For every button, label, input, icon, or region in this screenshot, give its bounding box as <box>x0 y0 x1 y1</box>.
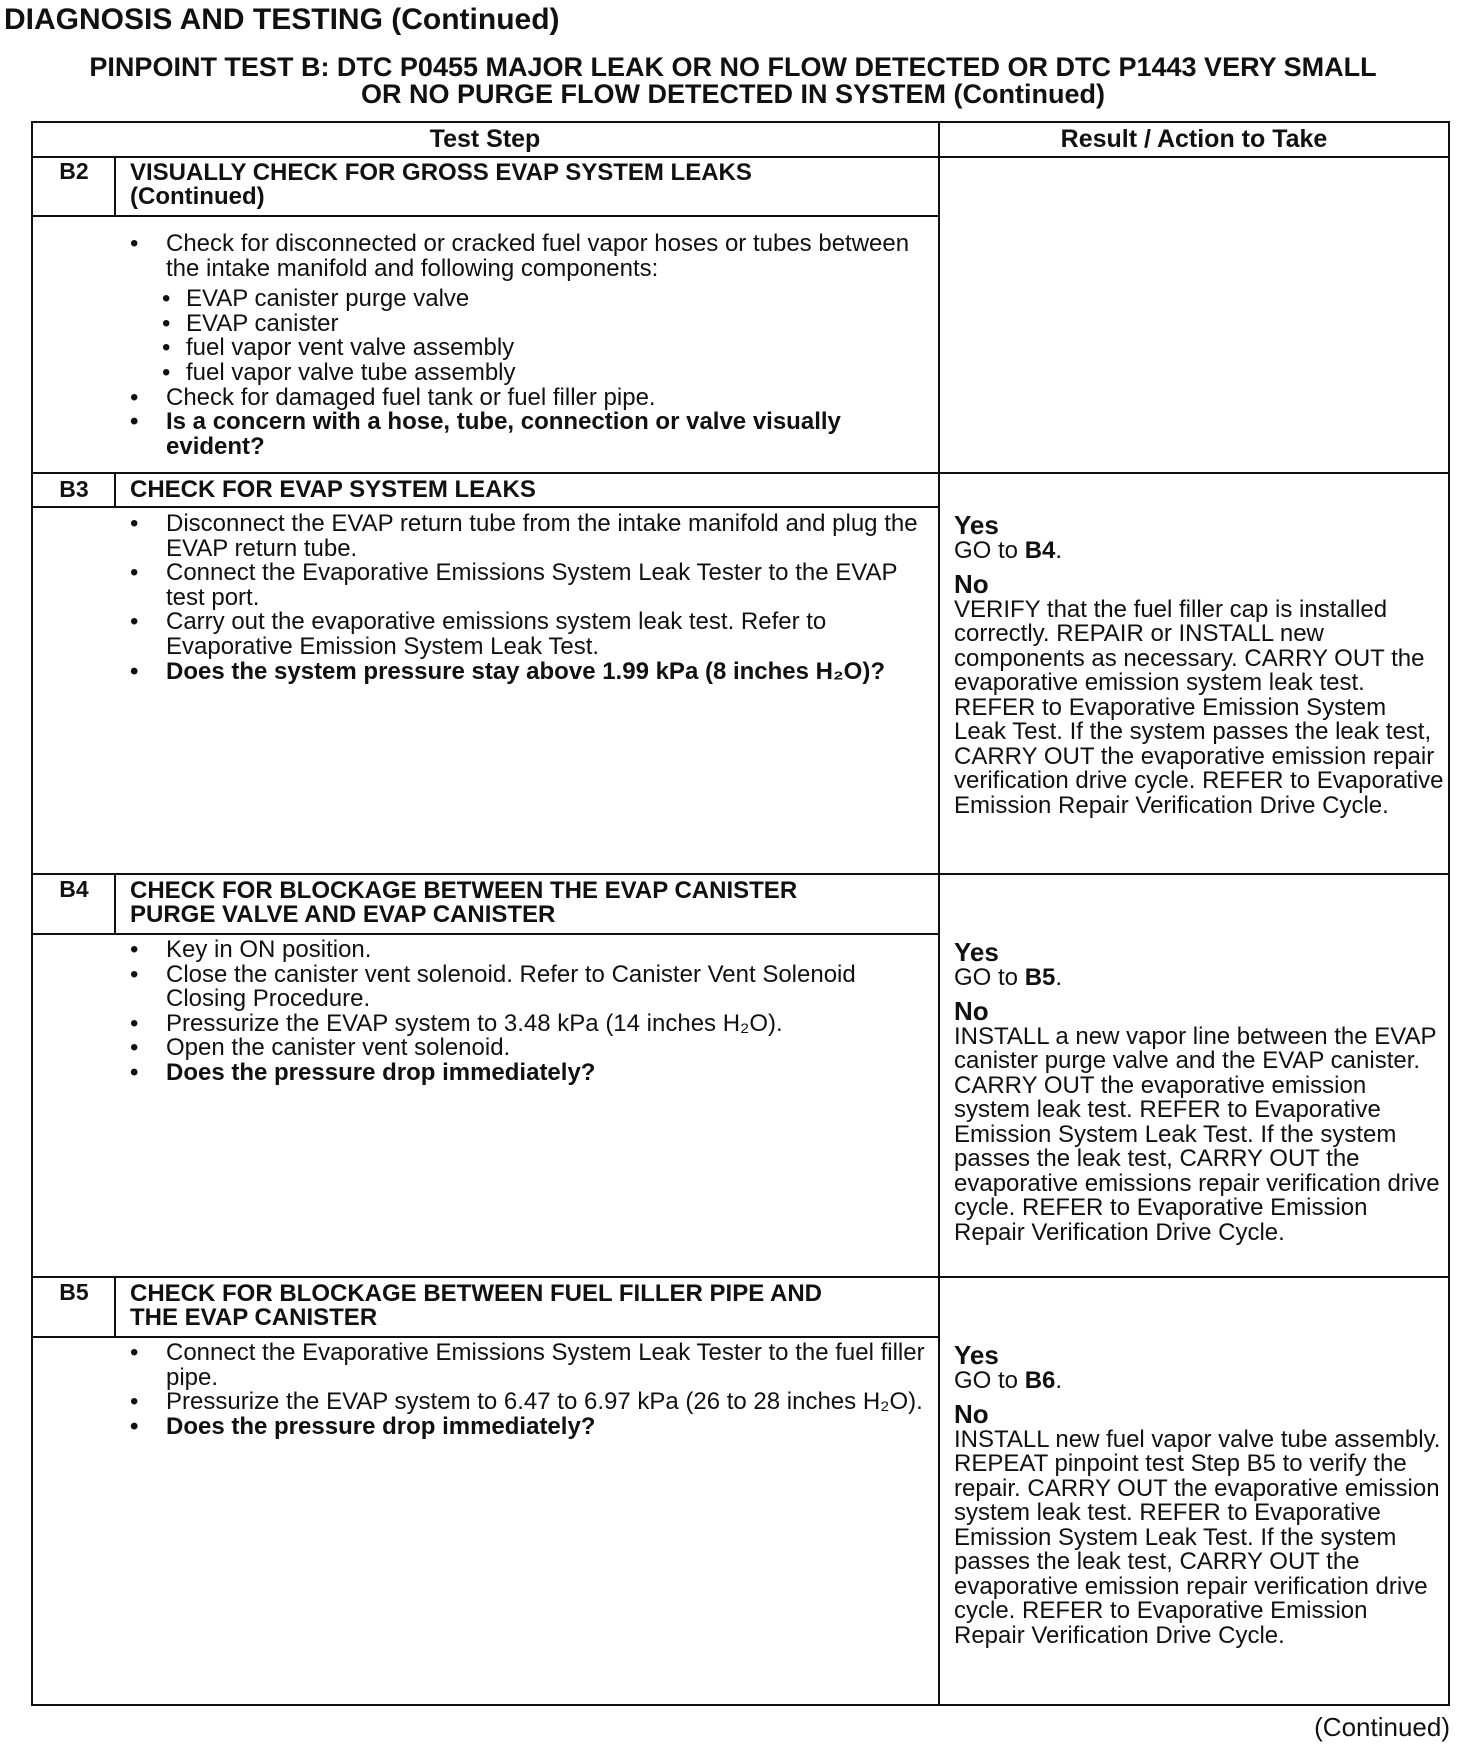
b4-title-rule <box>31 933 939 935</box>
step-b3-result <box>954 511 1444 818</box>
list-item: • Close the canister vent solenoid. Refer to Canister Vent Solenoid Closing Procedure. <box>128 963 936 1012</box>
step-id-b2: B2 <box>59 158 89 184</box>
no-action: VERIFY that the fuel filler cap is installed correctly. REPAIR or INSTALL new components as necessary. CARRY OUT the evaporative emission system leak test. REFER to Evaporative Emission System Leak Test. If the system passes the leak test, CARRY OUT the evaporative emission repair verification drive cycle. REFER to Evaporative Emission Repair Verification Drive Cycle. <box>954 595 1444 819</box>
yes-action: GO to B5. <box>954 964 1063 991</box>
step-b3-instructions <box>128 512 936 684</box>
column-header-result: Result / Action to Take <box>1060 125 1328 153</box>
step-b4-instructions <box>128 938 936 1086</box>
list-item: • Is a concern with a hose, tube, connection or valve visually evident? <box>128 410 936 459</box>
step-b2-instructions <box>128 232 936 459</box>
no-label: No <box>954 1398 989 1429</box>
step-title-b3: CHECK FOR EVAP SYSTEM LEAKS <box>130 476 536 503</box>
step-b4-result <box>954 938 1444 1245</box>
list-item: • Disconnect the EVAP return tube from the intake manifold and plug the EVAP return tube. <box>128 512 936 561</box>
b5-title-rule <box>31 1336 939 1338</box>
no-action: INSTALL a new vapor line between the EVAP canister purge valve and the EVAP canister. CARRY OUT the evaporative emission system leak test. REFER to Evaporative Emission System Leak Test. If the system passes the leak test, CARRY OUT the evaporative emissions repair verification drive cycle. REFER to Evaporative Emission Repair Verification Drive Cycle. <box>954 1022 1440 1246</box>
test-title-line-2: OR NO PURGE FLOW DETECTED IN SYSTEM (Continued) <box>361 79 1105 109</box>
column-divider <box>938 121 940 1706</box>
no-action: INSTALL new fuel vapor valve tube assembly. REPEAT pinpoint test Step B5 to verify the repair. CARRY OUT the evaporative emission system leak test. REFER to Evaporative Emission System Leak Test. If the system passes the leak test, CARRY OUT the evaporative emission repair verification drive cycle. REFER to Evaporative Emission Repair Verification Drive Cycle. <box>954 1425 1441 1649</box>
test-title-line-1: PINPOINT TEST B: DTC P0455 MAJOR LEAK OR NO FLOW DETECTED OR DTC P1443 VERY SMALL <box>89 52 1377 82</box>
step-id-b3: B3 <box>59 476 89 502</box>
b2-title-rule <box>31 215 939 217</box>
no-label: No <box>954 995 989 1026</box>
no-label: No <box>954 568 989 599</box>
b5-row-rule <box>31 1276 1450 1278</box>
step-b5-instructions <box>128 1341 936 1439</box>
yes-label: Yes <box>954 510 999 540</box>
list-item: • Pressurize the EVAP system to 3.48 kPa (14 inches H₂O). <box>128 1012 936 1037</box>
step-title-b5: CHECK FOR BLOCKAGE BETWEEN FUEL FILLER PIPE AND THE EVAP CANISTER <box>130 1280 823 1331</box>
column-header-test-step: Test Step <box>429 125 541 153</box>
list-item: • EVAP canister purge valve <box>128 287 936 312</box>
list-item: • fuel vapor valve tube assembly <box>128 361 936 386</box>
step-id-b5: B5 <box>59 1279 89 1305</box>
step-title-b4: CHECK FOR BLOCKAGE BETWEEN THE EVAP CANISTER PURGE VALVE AND EVAP CANISTER <box>130 877 798 928</box>
list-item: • EVAP canister <box>128 312 936 337</box>
list-item: • fuel vapor vent valve assembly <box>128 336 936 361</box>
list-item: • Does the pressure drop immediately? <box>128 1415 936 1440</box>
step-b5-result <box>954 1341 1444 1648</box>
list-item: • Does the system pressure stay above 1.99 kPa (8 inches H₂O)? <box>128 660 936 685</box>
list-item: • Connect the Evaporative Emissions System Leak Tester to the fuel filler pipe. <box>128 1341 936 1390</box>
yes-action: GO to B4. <box>954 537 1063 564</box>
list-item: • Check for disconnected or cracked fuel vapor hoses or tubes between the intake manifold and following components: <box>128 232 936 281</box>
b3-title-rule <box>31 506 939 508</box>
step-id-b4: B4 <box>59 876 89 902</box>
list-item: • Pressurize the EVAP system to 6.47 to 6.97 kPa (26 to 28 inches H₂O). <box>128 1390 936 1415</box>
list-item: • Does the pressure drop immediately? <box>128 1061 936 1086</box>
list-item: • Key in ON position. <box>128 938 936 963</box>
yes-action: GO to B6. <box>954 1367 1063 1394</box>
yes-label: Yes <box>954 937 999 967</box>
yes-label: Yes <box>954 1340 999 1370</box>
b3-row-rule <box>31 472 1450 474</box>
list-item: • Check for damaged fuel tank or fuel filler pipe. <box>128 386 936 411</box>
list-item: • Open the canister vent solenoid. <box>128 1036 936 1061</box>
continued-note: (Continued) <box>1314 1712 1450 1742</box>
section-title: DIAGNOSIS AND TESTING (Continued) <box>4 3 560 36</box>
b4-row-rule <box>31 873 1450 875</box>
pinpoint-test-title <box>28 54 1438 108</box>
list-item: • Carry out the evaporative emissions system leak test. Refer to Evaporative Emission System Leak Test. <box>128 610 936 659</box>
step-title-b2: VISUALLY CHECK FOR GROSS EVAP SYSTEM LEAKS (Continued) <box>130 159 752 210</box>
list-item: • Connect the Evaporative Emissions System Leak Tester to the EVAP test port. <box>128 561 936 610</box>
